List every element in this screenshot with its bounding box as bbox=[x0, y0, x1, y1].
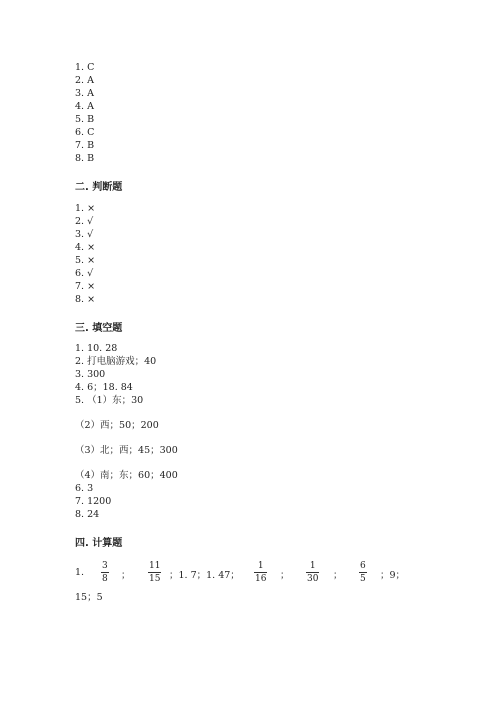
fraction-bar bbox=[101, 572, 109, 573]
fraction-bar bbox=[254, 572, 267, 573]
fraction-numerator: 1 bbox=[257, 561, 264, 571]
answer-item: 1. C bbox=[75, 62, 95, 73]
answer-item: 7. B bbox=[75, 140, 95, 151]
fraction-bar bbox=[306, 572, 319, 573]
fraction-denominator: 8 bbox=[102, 574, 108, 584]
answer-item: 3. A bbox=[75, 88, 94, 99]
separator: ；9； bbox=[380, 570, 406, 581]
fraction bbox=[254, 561, 267, 584]
sub-answer-item: （3）北；西；45；300 bbox=[75, 445, 178, 456]
fraction-bar bbox=[148, 572, 161, 573]
answer-item: 7. × bbox=[75, 281, 96, 292]
fraction-denominator: 5 bbox=[360, 574, 366, 584]
separator: ； bbox=[280, 570, 290, 581]
fraction bbox=[306, 561, 319, 584]
fraction bbox=[148, 561, 161, 584]
fraction-numerator: 6 bbox=[360, 561, 366, 571]
answer-item: 1. 10. 28 bbox=[75, 343, 118, 354]
sub-answer-item: （4）南；东；60；400 bbox=[75, 470, 178, 481]
answer-item: 3. 300 bbox=[75, 369, 106, 380]
fraction-denominator: 15 bbox=[149, 574, 161, 584]
answer-item: 2. 打电脑游戏；40 bbox=[75, 356, 157, 367]
fraction-numerator: 11 bbox=[149, 561, 161, 571]
calculation-answer-line: 15；5 bbox=[75, 592, 103, 603]
answer-item: 2. √ bbox=[75, 216, 94, 227]
fraction bbox=[101, 561, 109, 584]
separator: ； bbox=[121, 570, 131, 581]
answer-item: 8. B bbox=[75, 153, 95, 164]
fraction-bar bbox=[359, 572, 367, 573]
answer-item: 5. × bbox=[75, 255, 96, 266]
answer-item: 8. × bbox=[75, 294, 96, 305]
fraction-denominator: 30 bbox=[307, 574, 319, 584]
answer-item: 1. × bbox=[75, 203, 96, 214]
sub-answer-item: （2）西；50；200 bbox=[75, 420, 159, 431]
answer-item: 8. 24 bbox=[75, 509, 100, 520]
answer-item: 7. 1200 bbox=[75, 496, 112, 507]
answer-item: 2. A bbox=[75, 75, 94, 86]
section2-heading: 二. 判断题 bbox=[75, 182, 123, 193]
fraction-numerator: 1 bbox=[309, 561, 316, 571]
answer-item: 4. × bbox=[75, 242, 96, 253]
answer-item: 6. 3 bbox=[75, 483, 94, 494]
answer-item: 4. A bbox=[75, 101, 94, 112]
section4-heading: 四. 计算题 bbox=[75, 538, 123, 549]
answer-item: 5. （1）东；30 bbox=[75, 395, 144, 406]
answer-item: 6. C bbox=[75, 127, 95, 138]
answer-item: 6. √ bbox=[75, 268, 94, 279]
fraction bbox=[359, 561, 367, 584]
fraction-numerator: 3 bbox=[102, 561, 108, 571]
separator: ； bbox=[333, 570, 343, 581]
fraction-denominator: 16 bbox=[255, 574, 267, 584]
answer-item: 5. B bbox=[75, 114, 95, 125]
separator: ；1. 7；1. 47； bbox=[169, 570, 240, 581]
question-number: 1. bbox=[75, 567, 85, 578]
section3-heading: 三. 填空题 bbox=[75, 323, 123, 334]
answer-item: 3. √ bbox=[75, 229, 94, 240]
answer-item: 4. 6；18. 84 bbox=[75, 382, 133, 393]
